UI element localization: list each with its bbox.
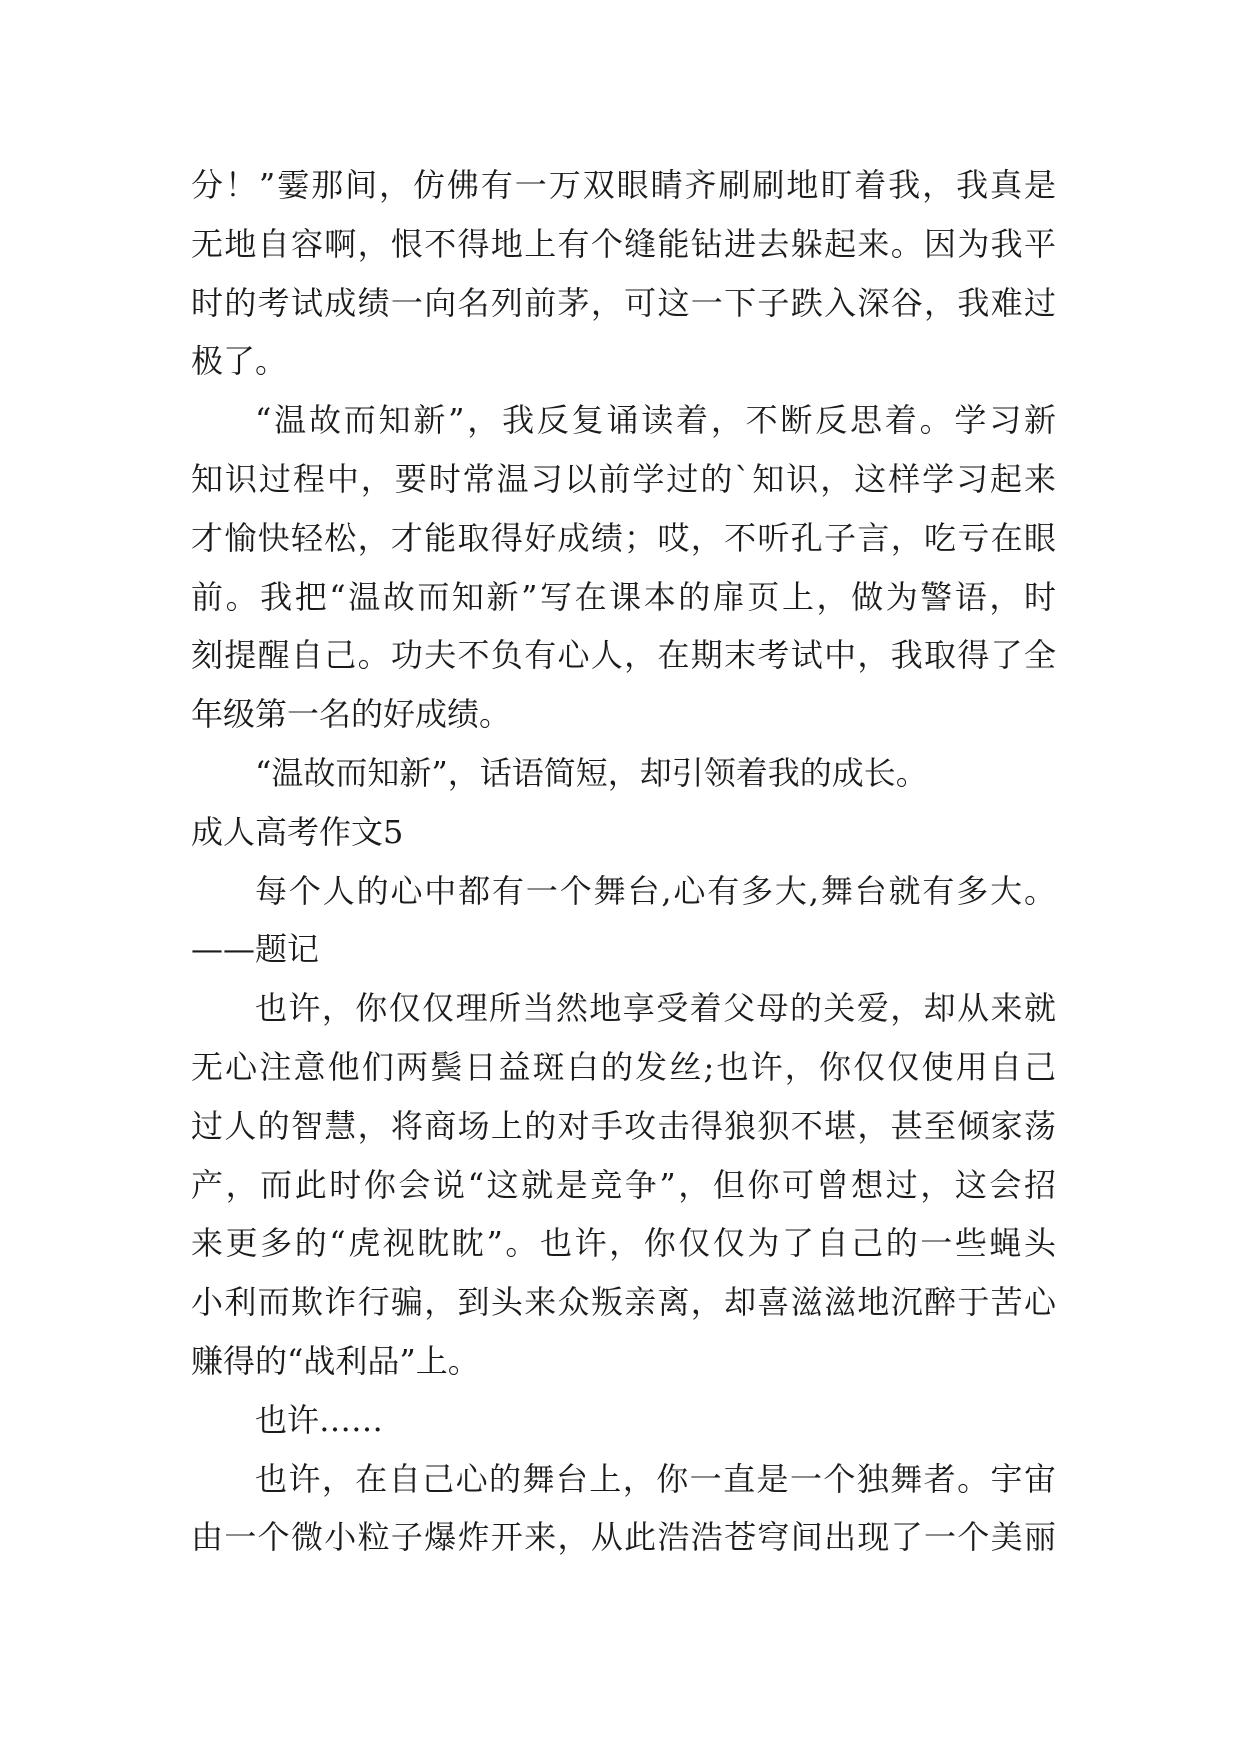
text-line: 小利而欺诈行骗，到头来众叛亲离，却喜滋滋地沉醉于苦心: [191, 1283, 1056, 1322]
text-line: 时的考试成绩一向名列前茅，可这一下子跌入深谷，我难过: [191, 283, 1056, 322]
paragraph: [191, 1391, 1056, 1450]
epigraph-line: 每个人的心中都有一个舞台,心有多大,舞台就有多大。: [255, 871, 1056, 910]
text-line: 也许，在自己心的舞台上，你一直是一个独舞者。宇宙: [255, 1459, 1056, 1498]
text-line: 极了。: [191, 342, 288, 381]
text-line: 赚得的“战利品”上。: [191, 1341, 480, 1380]
text-line: 才愉快轻松，才能取得好成绩；哎，不听孔子言，吃亏在眼: [191, 518, 1056, 557]
text-line: 产，而此时你会说“这就是竞争”，但你可曾想过，这会招: [191, 1165, 1056, 1204]
text-line: 无地自容啊，恨不得地上有个缝能钻进去躲起来。因为我平: [191, 224, 1056, 263]
paragraph: [191, 1450, 1056, 1568]
section-heading: 成人高考作文5: [191, 812, 404, 851]
text-line: “温故而知新”，话语简短，却引领着我的成长。: [255, 753, 928, 792]
text-line: 由一个微小粒子爆炸开来，从此浩浩苍穹间出现了一个美丽: [191, 1518, 1056, 1557]
text-line: 来更多的“虎视眈眈”。也许，你仅仅为了自己的一些蝇头: [191, 1224, 1056, 1263]
epigraph-attribution: ——题记: [191, 930, 320, 969]
text-line: “温故而知新”，我反复诵读着，不断反思着。学习新: [255, 401, 1056, 440]
text-line: 也许……: [255, 1400, 384, 1439]
document-body: [191, 156, 1056, 1567]
paragraph: [191, 156, 1056, 391]
paragraph: [191, 979, 1056, 1391]
epigraph: [191, 862, 1056, 980]
text-line: 前。我把“温故而知新”写在课本的扉页上，做为警语，时: [191, 577, 1056, 616]
text-line: 知识过程中，要时常温习以前学过的`知识，这样学习起来: [191, 459, 1056, 498]
paragraph: [191, 744, 1056, 803]
text-line: 分！”霎那间，仿佛有一万双眼睛齐刷刷地盯着我，我真是: [191, 166, 1056, 204]
text-line: 无心注意他们两鬓日益斑白的发丝;也许，你仅仅使用自己: [191, 1047, 1056, 1086]
text-line: 也许，你仅仅理所当然地享受着父母的关爱，却从来就: [255, 989, 1056, 1028]
text-line: 过人的智慧，将商场上的对手攻击得狼狈不堪，甚至倾家荡: [191, 1106, 1056, 1145]
paragraph: [191, 391, 1056, 744]
text-line: 年级第一名的好成绩。: [191, 695, 512, 734]
text-line: 刻提醒自己。功夫不负有心人，在期末考试中，我取得了全: [191, 636, 1056, 675]
